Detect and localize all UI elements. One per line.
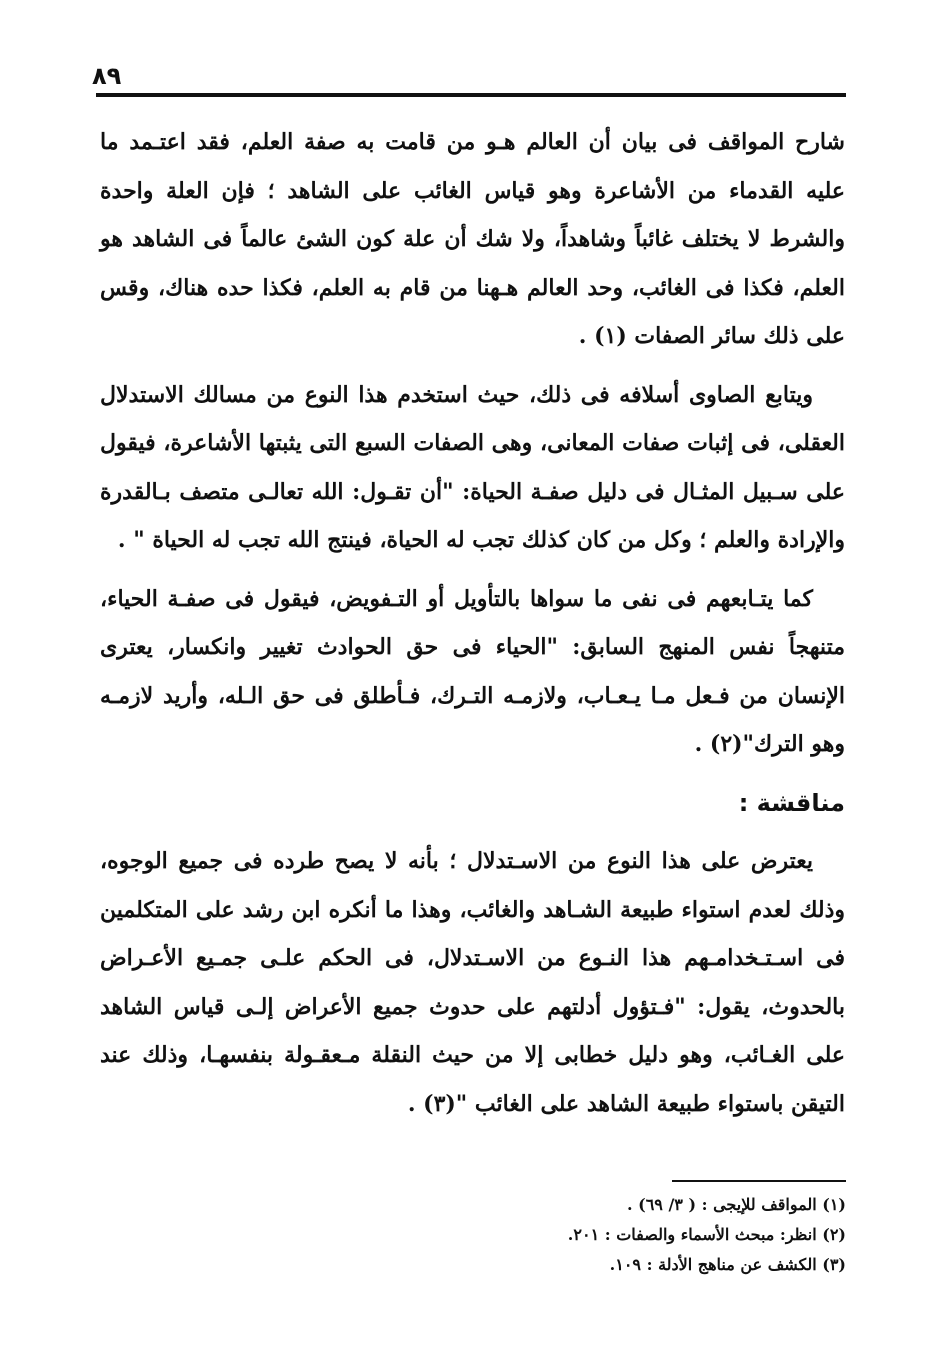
paragraph: ويتابع الصاوى أسلافه فى ذلك، حيث استخدم هذا النوع من مسالك الاستدلال العقلى، فى إثبات صفات المعانى، وهى الصفات السبع التى يثبتها الأشاعرة، فيقول على سـبيل المثـال فى دليل صفـة الحياة: "أن تقـول: الله تعالـى متصف بـالقدرة والإرادة والعلم ؛ وكل من كان كذلك تجب له الحياة، فينتج الله تجب له الحياة " . bbox=[100, 381, 845, 553]
footnote: (٢) انظر: مبحث الأسماء والصفات : ٢٠١. bbox=[567, 1225, 846, 1244]
footnote: (٣) الكشف عن مناهج الأدلة : ١٠٩. bbox=[609, 1255, 846, 1274]
section-heading: مناقشة : bbox=[738, 788, 845, 817]
page-number: ٨٩ bbox=[92, 62, 122, 90]
paragraph: شارح المواقف فى بيان أن العالم هـو من قامت به صفة العلم، فقد اعتـمد ما عليه القدماء من الأشاعرة وهو قياس الغائب على الشاهد ؛ فإن العلة واحدة والشرط لا يختلف غائباً وشاهداً، ولا شك أن علة كون الشئ عالماً فى الشاهد هو العلم، فكذا فى الغائب، وحد العالم هـهنا من قام به العلم، فكذا حده هناك، وقس على ذلك سائر الصفات (١) . bbox=[100, 129, 845, 349]
footnote: (١) المواقف للإيجى : ( ٣/ ٦٩) . bbox=[626, 1195, 846, 1214]
footnotes bbox=[300, 1190, 846, 1280]
main-text bbox=[100, 118, 845, 1138]
paragraph: يعترض على هذا النوع من الاسـتدلال ؛ بأنه لا يصح طرده فى جميع الوجوه، وذلك لعدم استواء طبيعة الشـاهد والغائب، وهذا ما أنكره ابن رشد على المتكلمين فى اسـتـخدامـهم هذا النـوع من الاسـتدلال، فى الحكم علـى جمـيع الأعـراض بالحدوث، يقول: "فـتؤول أدلتهم على حدوث جميع الأعراض إلـى قياس الشاهد على الغـائب، وهو دليل خطابى إلا من حيث النقلة مـعقـولة بنفسهـا، وذلك عند التيقن باستواء طبيعة الشاهد على الغائب "(٣) . bbox=[100, 848, 845, 1117]
paragraph: كما يتـابعهم فى نفى ما سواها بالتأويل أو التـفويض، فيقول فى صفـة الحياء، متنهجاً نفس المنهج السابق: "الحياء فى حق الحوادث تغيير وانكسار، يعترى الإنسان من فـعل مـا يـعـاب، ولازمـه التـرك، فـأطلق فى حق الـله، وأريد لازمـه وهو الترك"(٢) . bbox=[100, 585, 845, 757]
header-rule bbox=[96, 93, 846, 97]
footnote-rule bbox=[672, 1180, 846, 1182]
